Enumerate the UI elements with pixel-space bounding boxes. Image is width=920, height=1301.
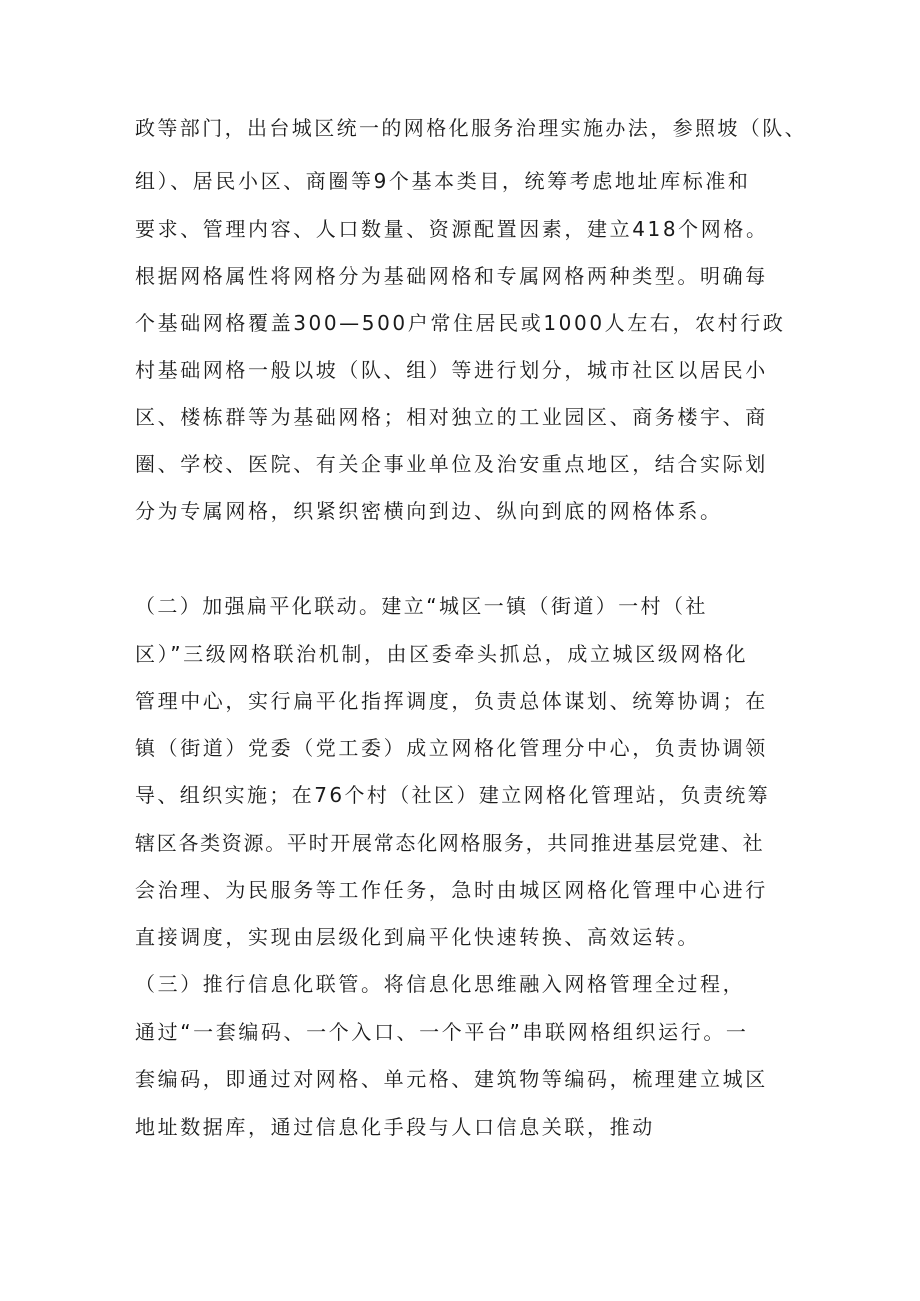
text-line: 镇（街道）党委（党工委）成立网格化管理分中心，负责协调领	[135, 736, 768, 760]
text-line: 组）、居民小区、商圈等9个基本类目，统筹考虑地址库标准和	[135, 169, 751, 193]
text-line: 会治理、为民服务等工作任务，急时由城区网格化管理中心进行	[135, 878, 768, 902]
text-line: 直接调度，实现由层级化到扁平化快速转换、高效运转。	[135, 925, 700, 949]
text-line: 地址数据库，通过信息化手段与人口信息关联，推动	[135, 1115, 655, 1139]
text-line: 区、楼栋群等为基础网格；相对独立的工业园区、商务楼宇、商	[135, 405, 768, 429]
text-line: 要求、管理内容、人口数量、资源配置因素，建立418个网格。	[135, 217, 769, 241]
text-line: 导、组织实施；在76个村（社区）建立网格化管理站，负责统筹	[135, 783, 771, 807]
section-heading-line: （二）加强扁平化联动。建立“城区一镇（街道）一村（社	[135, 594, 708, 618]
text-line: 辖区各类资源。平时开展常态化网格服务，共同推进基层党建、社	[135, 831, 765, 855]
text-line: 区）”三级网格联治机制，由区委牵头抓总，成立城区级网格化	[135, 642, 749, 666]
text-line: 分为专属网格，织紧织密横向到边、纵向到底的网格体系。	[135, 499, 723, 523]
text-line: 通过“一套编码、一个入口、一个平台”串联网格组织运行。一	[135, 1020, 749, 1044]
text-line: 套编码，即通过对网格、单元格、建筑物等编码，梳理建立城区	[135, 1067, 768, 1091]
text-line: 村基础网格一般以坡（队、组）等进行划分，城市社区以居民小	[135, 358, 768, 382]
text-line: 圈、学校、医院、有关企事业单位及治安重点地区，结合实际划	[135, 452, 768, 476]
text-line: 个基础网格覆盖300—500户常住居民或1000人左右，农村行政	[135, 311, 786, 335]
section-heading-line: （三）推行信息化联管。将信息化思维融入网格管理全过程，	[135, 972, 746, 996]
text-line: 政等部门，出台城区统一的网格化服务治理实施办法，参照坡（队、	[135, 116, 807, 140]
text-line: 根据网格属性将网格分为基础网格和专属网格两种类型。明确每	[135, 264, 768, 288]
text-line: 管理中心，实行扁平化指挥调度，负责总体谋划、统筹协调；在	[135, 689, 768, 713]
